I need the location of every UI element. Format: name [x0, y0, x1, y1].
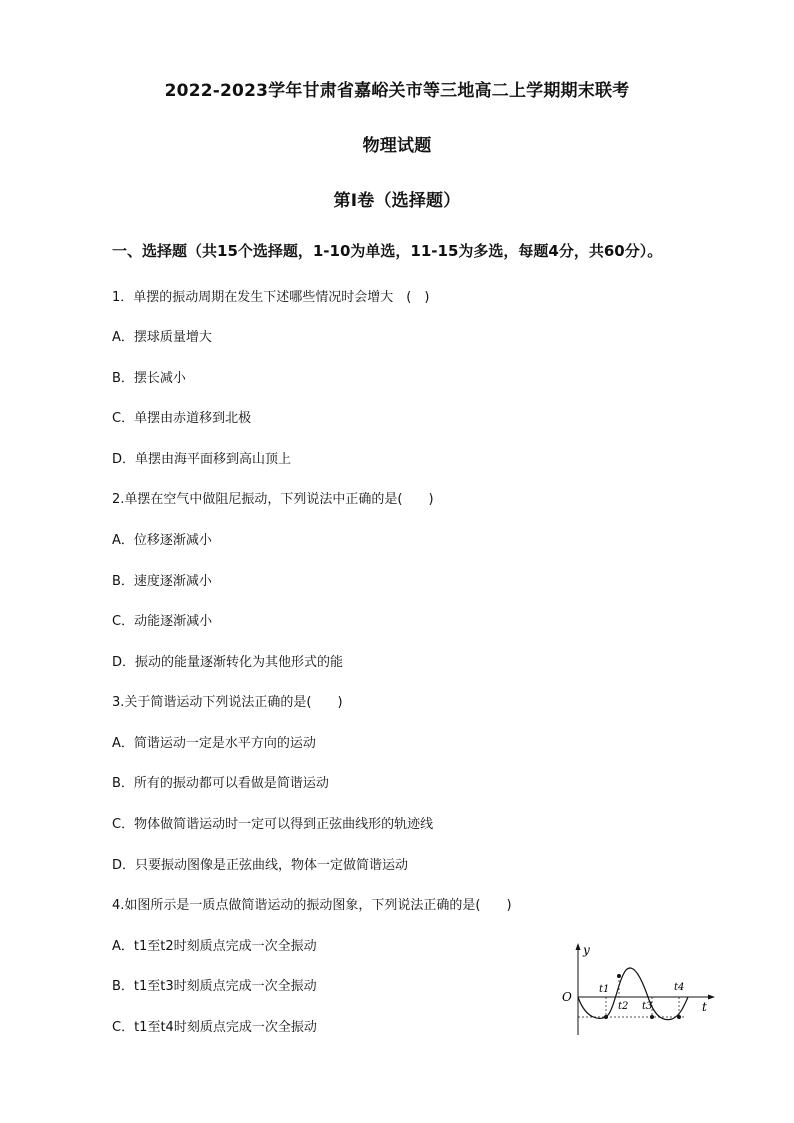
question-3-option-d: D．只要振动图像是正弦曲线，物体一定做简谐运动 [112, 858, 409, 873]
point-t1 [604, 1015, 608, 1019]
section-heading: 一、选择题（共15个选择题，1-10为单选，11-15为多选，每题4分，共60分）。 [112, 242, 663, 260]
volume-title: 第Ⅰ卷（选择题） [333, 191, 461, 211]
question-1-option-b: B．摆长减小 [112, 371, 186, 386]
question-1-option-d: D．单摆由海平面移到高山顶上 [112, 452, 292, 467]
point-t2 [617, 974, 621, 978]
mark-t1: t1 [599, 984, 610, 995]
mark-t2: t2 [618, 1001, 629, 1012]
mark-t3: t3 [642, 1001, 653, 1012]
question-4-option-b: B．t1至t3时刻质点完成一次全振动 [112, 979, 317, 994]
y-axis-arrow [576, 943, 581, 950]
x-axis-arrow [708, 995, 715, 1000]
question-2-option-c: C．动能逐渐减小 [112, 614, 213, 629]
question-3-option-c: C．物体做简谐运动时一定可以得到正弦曲线形的轨迹线 [112, 817, 434, 832]
question-1-stem: 1．单摆的振动周期在发生下述哪些情况时会增大 ( ) [112, 290, 430, 305]
question-1-option-a: A．摆球质量增大 [112, 330, 212, 345]
question-4-stem: 4.如图所示是一质点做简谐运动的振动图象，下列说法正确的是( ) [112, 898, 512, 913]
point-t3 [650, 1015, 654, 1019]
origin-label: O [562, 990, 572, 1004]
subject-title: 物理试题 [362, 136, 432, 156]
vibration-curve [578, 968, 688, 1020]
y-axis-label: y [583, 943, 590, 957]
vibration-graph [556, 940, 726, 1040]
question-4-option-c: C．t1至t4时刻质点完成一次全振动 [112, 1020, 317, 1035]
mark-t4: t4 [674, 982, 685, 993]
x-axis-label: t [702, 1000, 707, 1014]
question-2-option-d: D．振动的能量逐渐转化为其他形式的能 [112, 655, 344, 670]
question-3-option-a: A．简谐运动一定是水平方向的运动 [112, 736, 316, 751]
point-t4 [677, 1015, 681, 1019]
exam-title: 2022-2023学年甘肃省嘉峪关市等三地高二上学期期末联考 [164, 81, 630, 101]
question-3-stem: 3.关于简谐运动下列说法正确的是( ) [112, 695, 343, 710]
question-4-option-a: A．t1至t2时刻质点完成一次全振动 [112, 939, 317, 954]
question-2-stem: 2.单摆在空气中做阻尼振动，下列说法中正确的是( ) [112, 492, 434, 507]
question-2-option-b: B．速度逐渐减小 [112, 574, 212, 589]
question-3-option-b: B．所有的振动都可以看做是简谐运动 [112, 776, 329, 791]
question-2-option-a: A．位移逐渐减小 [112, 533, 212, 548]
question-1-option-c: C．单摆由赤道移到北极 [112, 411, 252, 426]
